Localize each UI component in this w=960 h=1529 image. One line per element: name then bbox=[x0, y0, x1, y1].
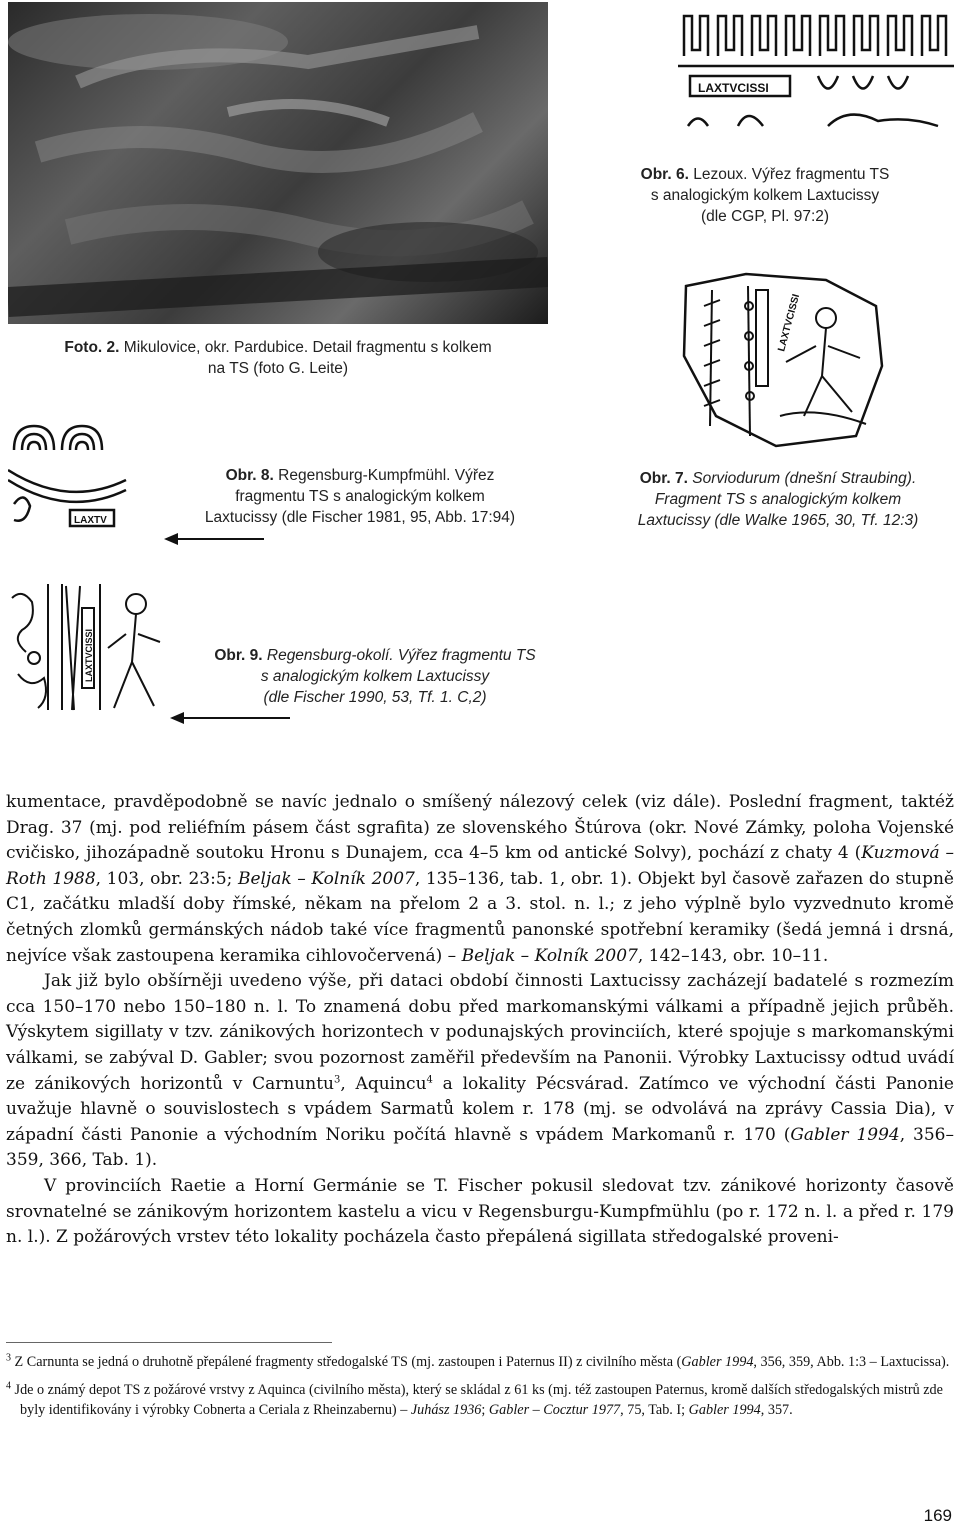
footnote-ref-3[interactable]: 3 bbox=[334, 1073, 341, 1085]
fn4-text-b: ; bbox=[481, 1402, 489, 1418]
body-paragraph-3 bbox=[6, 1174, 954, 1251]
footnote-ref-4[interactable]: 4 bbox=[426, 1073, 433, 1085]
obr7-label: Obr. 7. bbox=[639, 470, 688, 487]
citation-beljak-kolnik: Beljak – Kolník 2007 bbox=[237, 868, 415, 889]
p2-text-b: , Aquincu bbox=[340, 1073, 427, 1094]
obr7-caption bbox=[600, 468, 956, 531]
page-number: 169 bbox=[923, 1506, 952, 1525]
obr6-caption-line3: (dle CGP, Pl. 97:2) bbox=[700, 208, 830, 225]
obr9-caption-line3: (dle Fischer 1990, 53, Tf. 1. C,2) bbox=[263, 689, 487, 706]
obr8-caption bbox=[140, 465, 580, 528]
p2-text-c: a lokality Pécsvárad. Zatímco ve východní části Panonie uvažuje hlavně o souvislostech s vpádem Sarmatů kolem r. 178 (mj. se odvolává na zprávy Cassia Dia), v západní části Panonie a východním Noriku počítá hlavně s vpádem Markomanů r. 170 ( bbox=[6, 1073, 954, 1145]
obr9-drawing bbox=[8, 578, 168, 716]
obr8-drawing bbox=[8, 420, 128, 532]
footnote-3 bbox=[6, 1352, 954, 1372]
citation-kuzmova-roth: Kuzmová – Roth 1988 bbox=[6, 843, 954, 889]
fn3-citation: Gabler 1994 bbox=[681, 1354, 754, 1370]
obr6-label: Obr. 6. bbox=[640, 166, 689, 183]
fn4-citation-gabler-cocztur: Gabler – Cocztur 1977 bbox=[488, 1402, 621, 1418]
arrow-line bbox=[182, 717, 290, 719]
p1-text-a: kumentace, pravděpodobně se navíc jednalo o smíšený nálezový celek (viz dále). Poslední fragment, taktéž Drag. 37 (mj. pod reliéfním pásem část sgrafita) ze slovenského Štúrova (okr. Nové Zámky, poloha Vojenské cvičisko, jihozápadně soutoku Hronu s Dunajem, cca 4–5 km od antické Solvy), pochází z chaty 4 ( bbox=[6, 792, 954, 864]
p2-text-a: Jak již bylo obšírněji uvedeno výše, při dataci období činnosti Laxtucissy zacházejí badatelé s rozmezím cca 150–170 nebo 150–180 n. l. To znamená dobu před markomanskými válkami a případně jejich průběh. Výskytem sigillaty v tzv. zánikových horizontech v podunajských provinciích, které spojuje s markomanskými válkami, se zabýval D. Gabler; svou pozornost zaměřil především na Panonii. Výrobky Laxtucissy odtud uvádí ze zánikových horizontů v Carnuntu bbox=[6, 971, 954, 1094]
foto2-caption bbox=[8, 337, 548, 379]
foto2-photograph bbox=[8, 2, 548, 324]
obr8-caption-line1: Regensburg-Kumpfmühl. Výřez bbox=[278, 467, 495, 484]
obr7-caption-line2: Fragment TS s analogickým kolkem bbox=[654, 491, 902, 508]
relief-decoration-image bbox=[8, 2, 548, 324]
obr8-caption-line3: Laxtucissy (dle Fischer 1981, 95, Abb. 17:94) bbox=[204, 509, 516, 526]
fn4-text-d: , 357. bbox=[760, 1402, 793, 1418]
body-paragraph-1 bbox=[6, 790, 954, 969]
obr7-drawing bbox=[676, 266, 890, 452]
obr9-pointer-arrow bbox=[170, 712, 290, 724]
fn4-citation-gabler-1994: Gabler 1994 bbox=[688, 1402, 761, 1418]
obr7-stamp-text: LAXTVCISSI bbox=[776, 293, 803, 353]
obr9-label: Obr. 9. bbox=[214, 647, 263, 664]
fn3-text-a: Z Carnunta se jedná o druhotně přepálené fragmenty středogalské TS (mj. zastoupen i Paternus II) z civilního města ( bbox=[14, 1354, 682, 1370]
obr9-caption-line2: s analogickým kolkem Laxtucissy bbox=[260, 668, 490, 685]
fn4-text-a: Jde o známý depot TS z požárové vrstvy z Aquinca (civilního města), který se skládal z 61 ks (mj. též zastoupen Paternus, kromě dalších středogalských mistrů zde byly identifikovány i výrobky Cobnerta a Ceriala z Rheinzabernu) – bbox=[14, 1382, 943, 1418]
arrow-line bbox=[176, 538, 264, 540]
foto2-label: Foto. 2. bbox=[64, 339, 120, 356]
fn4-text-c: , 75, Tab. I; bbox=[620, 1402, 689, 1418]
obr8-pointer-arrow bbox=[164, 533, 264, 545]
obr6-caption bbox=[600, 164, 930, 227]
fn3-text-b: , 356, 359, Abb. 1:3 – Laxtucissa). bbox=[753, 1354, 950, 1370]
obr6-caption-line2: s analogickým kolkem Laxtucissy bbox=[650, 187, 880, 204]
footnote-separator bbox=[6, 1342, 332, 1343]
obr9-caption bbox=[176, 645, 574, 708]
article-body bbox=[6, 790, 954, 1251]
obr7-caption-line1: Sorviodurum (dnešní Straubing). bbox=[692, 470, 917, 487]
p3-text-a: V provinciích Raetie a Horní Germánie se T. Fischer pokusil sledovat tzv. zánikové horizonty časově srovnatelné se zánikovým horizontem kastelu a vicu v Regensburgu-Kumpfmühlu (po r. 172 n. l. a před r. 179 n. l.). Z požárových vrstev této lokality pocházela často přepálená sigillata středogalské proveni- bbox=[6, 1175, 954, 1248]
p1-text-d: , 142–143, obr. 10–11. bbox=[637, 945, 829, 966]
p1-text-b: , 103, obr. 23:5; bbox=[95, 868, 238, 889]
footnote-4 bbox=[6, 1380, 954, 1420]
obr6-stamp-text: LAXTVCISSI bbox=[698, 81, 769, 95]
obr9-stamp-text: LAXTVCISSI bbox=[84, 628, 94, 682]
footnote-4-number: 4 bbox=[6, 1380, 11, 1392]
citation-gabler-1994: Gabler 1994 bbox=[790, 1124, 900, 1145]
foto2-caption-line1: Mikulovice, okr. Pardubice. Detail fragmentu s kolkem bbox=[123, 339, 492, 356]
footnote-3-number: 3 bbox=[6, 1352, 11, 1364]
obr6-caption-line1: Lezoux. Výřez fragmentu TS bbox=[693, 166, 890, 183]
footnotes bbox=[6, 1352, 954, 1428]
obr8-label: Obr. 8. bbox=[225, 467, 274, 484]
obr7-caption-line3: Laxtucissy (dle Walke 1965, 30, Tf. 12:3) bbox=[637, 512, 919, 529]
fn4-citation-juhasz: Juhász 1936 bbox=[410, 1402, 482, 1418]
p2-text-d: , 356–359, 366, Tab. 1). bbox=[6, 1124, 954, 1171]
obr6-drawing bbox=[678, 6, 954, 132]
p1-text-c: , 135–136, tab. 1, obr. 1). Objekt byl časově zařazen do stupně C1, začátku mladší doby římské, někam na přelom 2 a 3. stol. n. l.; z jeho výplně bylo vyzvednuto kromě četných zlomků germánských nádob také více fragmentů panonské spotřební keramiky (šedá jemná i drsná, nejvíce však zastoupena keramika cihlovočervená) – bbox=[6, 868, 954, 966]
body-paragraph-2 bbox=[6, 969, 954, 1174]
foto2-caption-line2: na TS (foto G. Leite) bbox=[207, 360, 349, 377]
obr8-caption-line2: fragmentu TS s analogickým kolkem bbox=[235, 488, 485, 505]
obr8-stamp-text: LAXTV bbox=[74, 515, 107, 526]
obr9-caption-line1: Regensburg-okolí. Výřez fragmentu TS bbox=[266, 647, 536, 664]
citation-beljak-kolnik-2: Beljak – Kolník 2007 bbox=[461, 945, 638, 966]
